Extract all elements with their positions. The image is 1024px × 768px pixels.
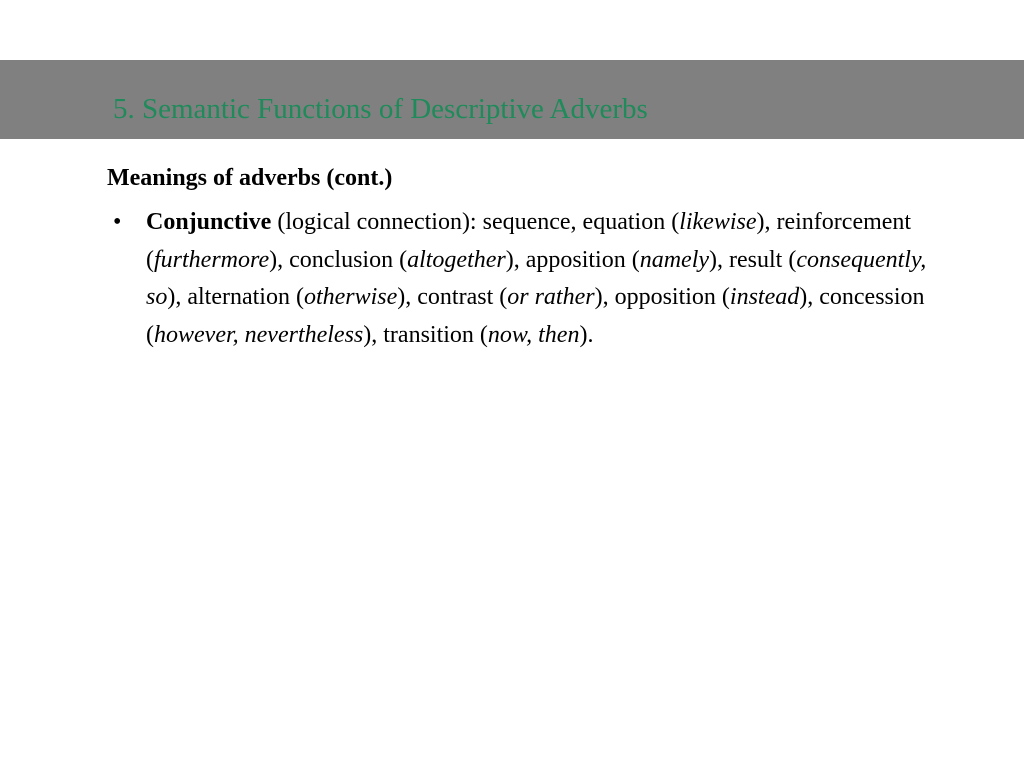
bullet-item-conjunctive	[113, 204, 933, 355]
example-conclusion: altogether	[407, 246, 506, 273]
example-transition: now, then	[487, 322, 580, 349]
connector-contrast: ), contrast (	[397, 284, 508, 311]
example-concession: however, nevertheless	[154, 322, 364, 349]
bullet-list	[113, 204, 933, 355]
connector-transition: ), transition (	[363, 322, 488, 349]
connector-alternation: ), alternation (	[167, 284, 304, 311]
example-opposition: instead	[729, 284, 800, 311]
connector-result: ), result (	[709, 246, 797, 273]
example-reinforcement: furthermore	[154, 246, 270, 273]
connector-end: ).	[579, 322, 594, 349]
example-result: consequently, so	[146, 246, 927, 311]
connector-reinforcement: ), reinforcement (	[146, 209, 912, 273]
example-alternation: otherwise	[303, 284, 398, 311]
slide-title: 5. Semantic Functions of Descriptive Adverbs	[113, 93, 648, 125]
connector-apposition: ), apposition (	[505, 246, 640, 273]
bullet-term: Conjunctive	[146, 209, 272, 235]
example-apposition: namely	[639, 246, 710, 273]
connector-opposition: ), opposition (	[594, 284, 730, 311]
connector-conclusion: ), conclusion (	[269, 246, 408, 273]
example-contrast: or rather	[507, 284, 595, 311]
example-equation: likewise	[679, 209, 757, 235]
section-subheading: Meanings of adverbs (cont.)	[107, 165, 393, 191]
bullet-intro: (logical connection): sequence, equation (	[271, 209, 680, 235]
bullet-icon: •	[113, 209, 122, 235]
connector-concession: ), concession (	[146, 284, 925, 349]
